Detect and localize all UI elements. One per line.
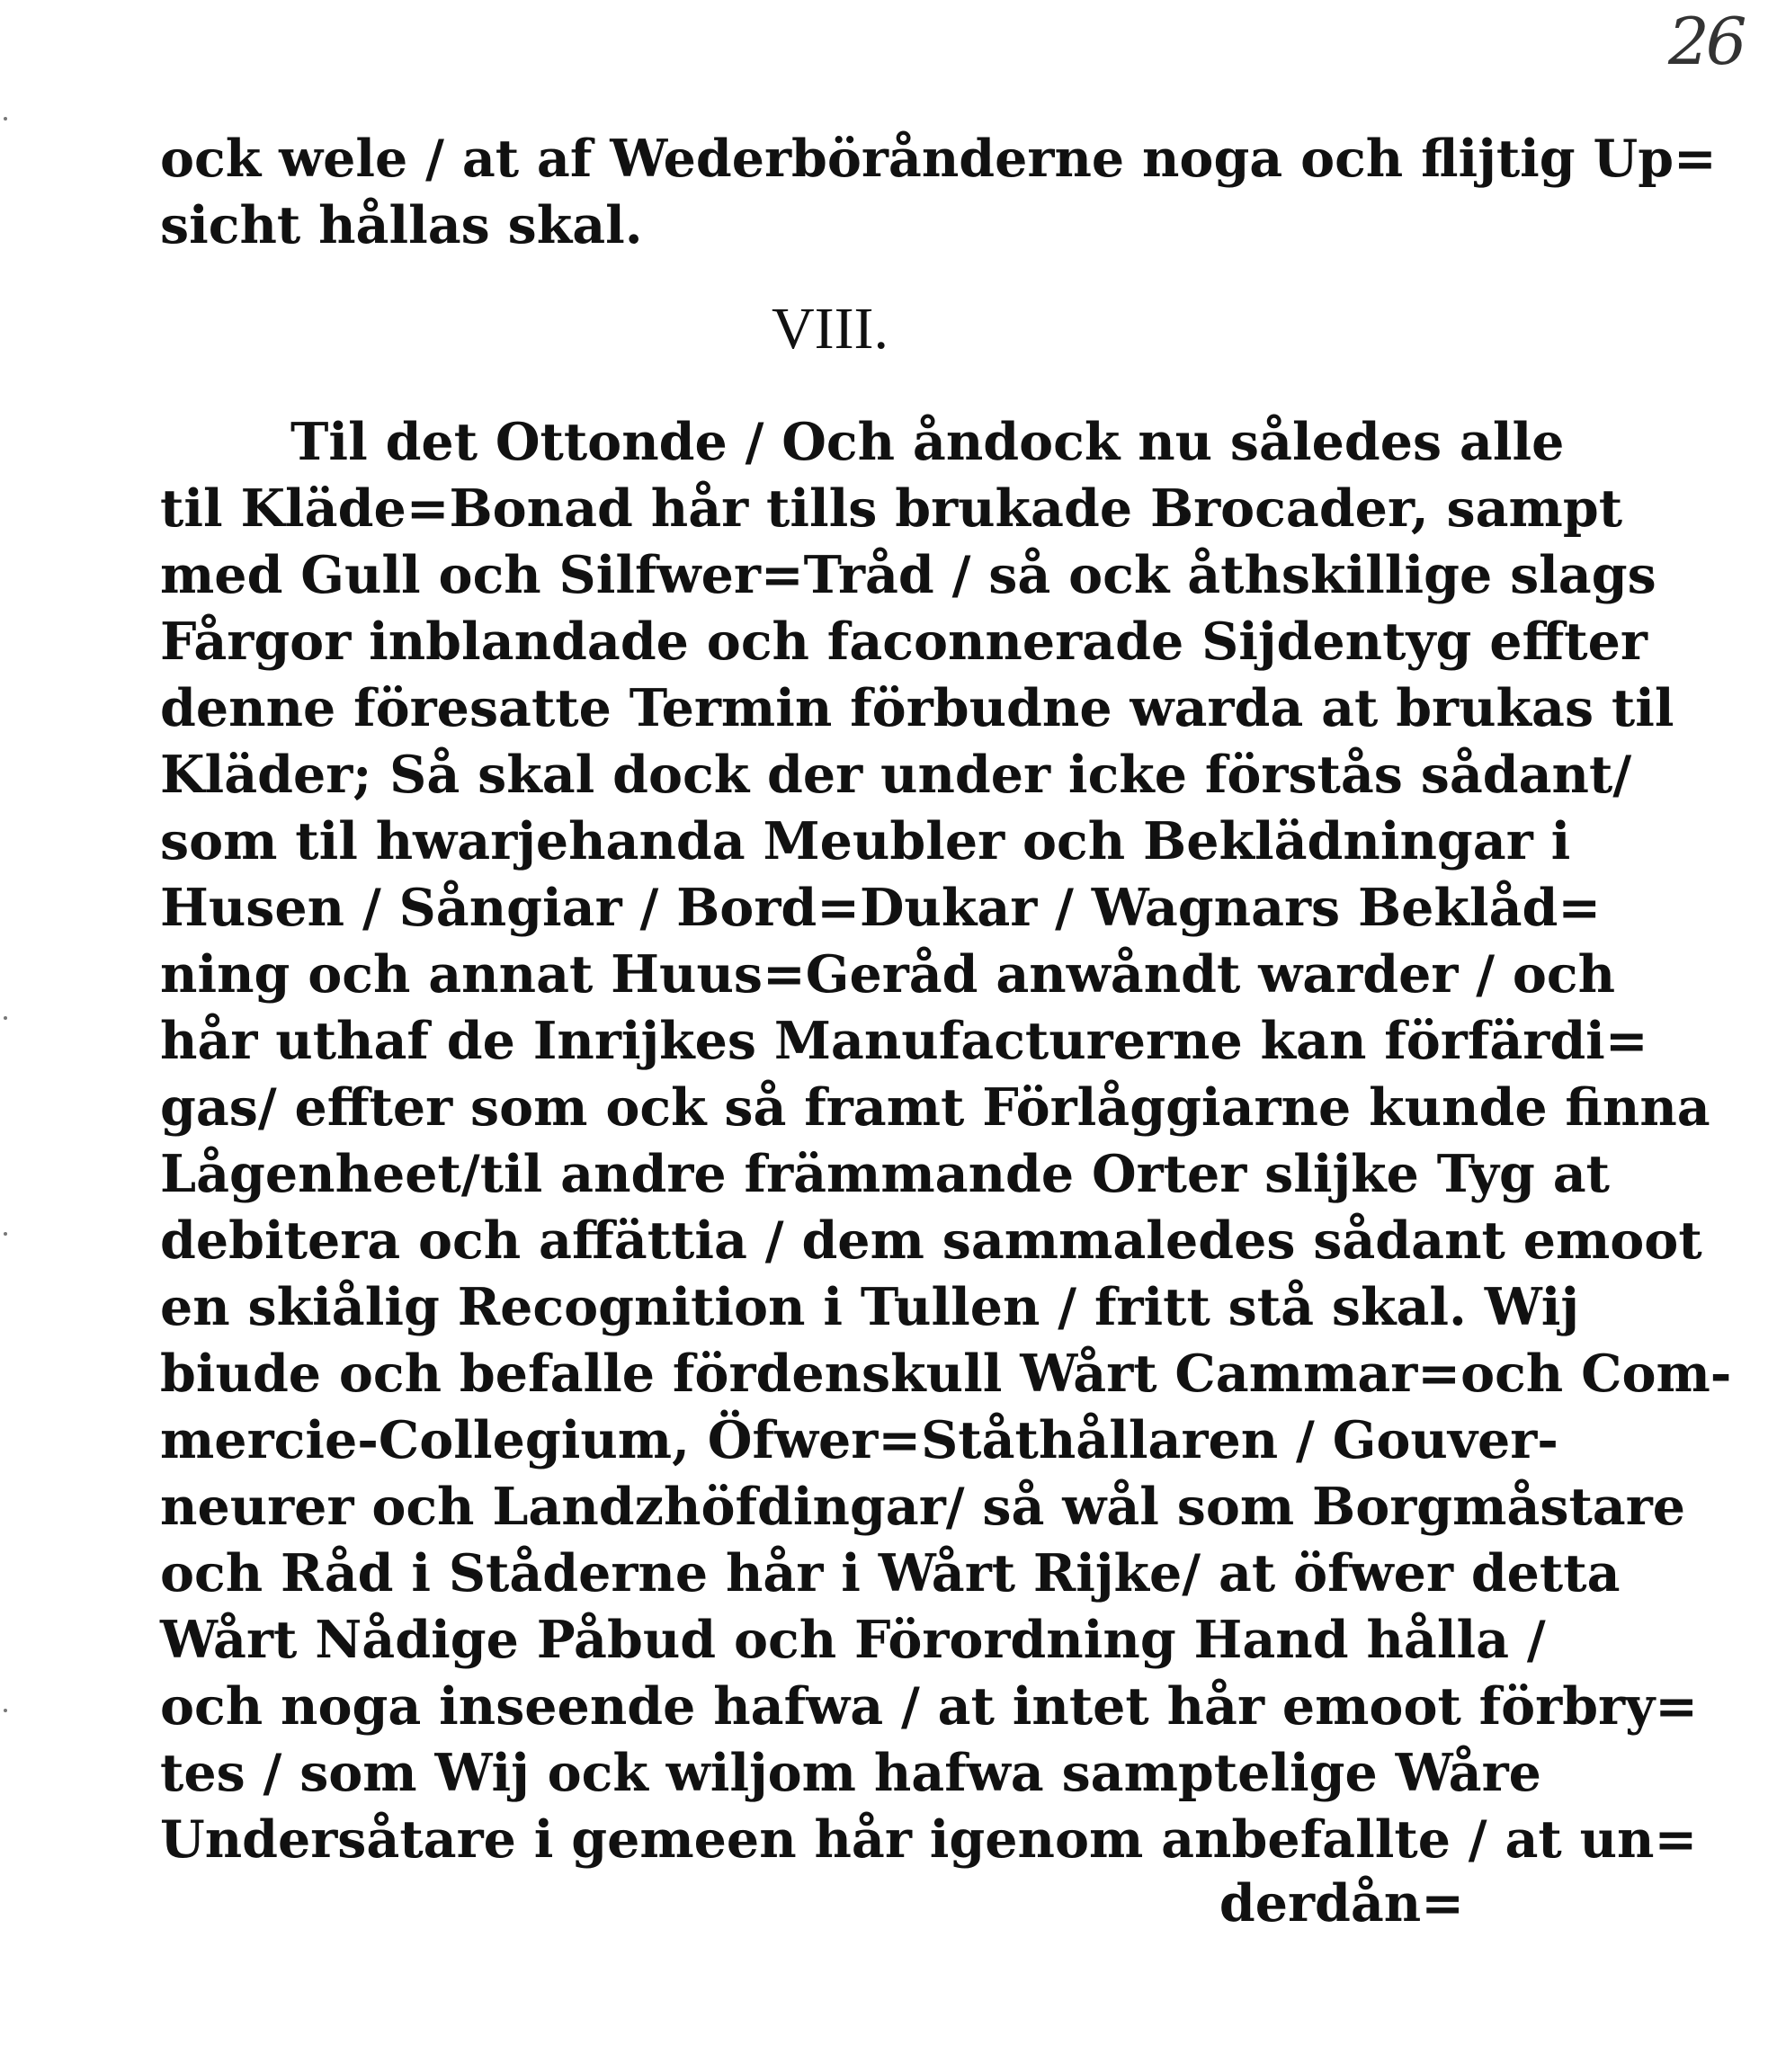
text-line: gas/ effter som ock så framt Förlåggiarne kunde finna [160, 1077, 1710, 1138]
margin-mark [4, 1232, 7, 1236]
text-line: debitera och affättia / dem sammaledes sådant emoot [160, 1210, 1702, 1271]
margin-mark [4, 117, 7, 121]
page-number: 26 [1668, 4, 1744, 79]
text-line: och Råd i Ståderne hår i Wårt Rijke/ at öfwer detta [160, 1543, 1621, 1603]
text-line: Husen / Sångiar / Bord=Dukar / Wagnars Beklåd= [160, 878, 1602, 938]
text-line: Lågenheet/til andre främmande Orter slijke Tyg at [160, 1144, 1611, 1204]
intro-line: ock wele / at af Wederbörånderne noga och flijtig Up= [160, 129, 1717, 189]
text-line: som til hwarjehanda Meubler och Beklädningar i [160, 811, 1571, 871]
text-line: Wårt Nådige Påbud och Förordning Hand hålla / [160, 1610, 1546, 1670]
margin-mark [4, 1709, 7, 1712]
text-line: Til det Ottonde / Och åndock nu således alle [290, 412, 1565, 472]
section-heading: VIII. [771, 296, 889, 362]
text-line: Undersåtare i gemeen hår igenom anbefallte / at un= [160, 1809, 1698, 1870]
intro-line: sicht hållas skal. [160, 195, 643, 255]
intro-text [160, 126, 1717, 259]
text-line: med Gull och Silfwer=Tråd / så ock åthskillige slags [160, 545, 1656, 605]
text-line: och noga inseende hafwa / at intet hår emoot förbry= [160, 1676, 1698, 1737]
body-paragraph [160, 409, 1732, 1873]
text-line: biude och befalle fördenskull Wårt Cammar=och Com- [160, 1344, 1732, 1404]
text-line: neurer och Landzhöfdingar/ så wål som Borgmåstare [160, 1477, 1686, 1537]
text-line: tes / som Wij ock wiljom hafwa samptelige Wåre [160, 1743, 1541, 1803]
text-line: Kläder; Så skal dock der under icke förstås sådant/ [160, 745, 1632, 805]
text-line: Fårgor inblandade och faconnerade Sijdentyg effter [160, 612, 1648, 672]
margin-mark [4, 1016, 7, 1020]
text-line: en skiålig Recognition i Tullen / fritt stå skal. Wij [160, 1277, 1580, 1337]
text-line: til Kläde=Bonad hår tills brukade Brocader, sampt [160, 478, 1623, 539]
text-line: mercie-Collegium, Öfwer=Ståthållaren / Gouver- [160, 1410, 1558, 1470]
text-line: hår uthaf de Inrijkes Manufacturerne kan förfärdi= [160, 1011, 1648, 1071]
text-line: ning och annat Huus=Geråd anwåndt warder / och [160, 944, 1616, 1005]
catchword: derdån= [1219, 1873, 1464, 1934]
text-line: denne föresatte Termin förbudne warda at brukas til [160, 678, 1674, 738]
